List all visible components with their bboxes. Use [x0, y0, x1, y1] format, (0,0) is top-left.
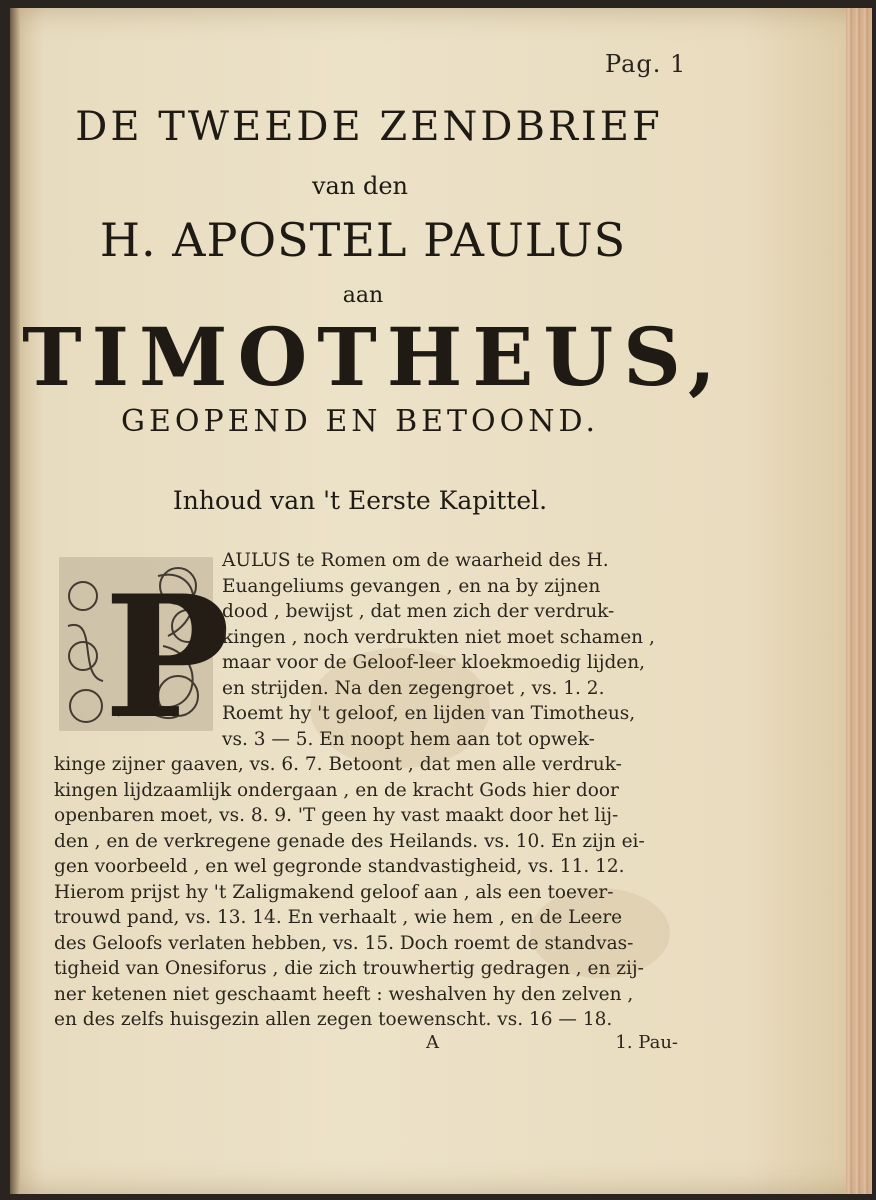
page-number: Pag. 1 [605, 50, 687, 78]
text-line: en des zelfs huisgezin allen zegen toewenscht. vs. 16 — 18. [54, 1009, 613, 1030]
text-line: kingen lijdzaamlijk ondergaan , en de kracht Gods hier door [54, 779, 619, 801]
initial-letter: P [104, 558, 231, 756]
text-line: Hierom prijst hy 't Zaligmakend geloof aan , als een toever- [54, 881, 614, 903]
title-line-1: DE TWEEDE ZENDBRIEF [75, 104, 663, 150]
title-line-5: TIMOTHEUS, [22, 310, 726, 404]
text-line: kingen , noch verdrukten niet moet schamen , [222, 626, 655, 648]
text-line: des Geloofs verlaten hebben, vs. 15. Doch roemt de standvas- [54, 932, 634, 954]
text-line: Euangeliums gevangen , en na by zijnen [222, 575, 601, 597]
chapter-summary [54, 548, 678, 1033]
text-line: kinge zijner gaaven, vs. 6. 7. Betoont , dat men alle verdruk- [54, 754, 622, 775]
text-line: dood , bewijst , dat men zich der verdruk- [222, 601, 615, 622]
section-heading: Inhoud van 't Eerste Kapittel. [172, 486, 548, 515]
text-line: AULUS te Romen om de waarheid des H. [222, 550, 609, 571]
text-line: maar voor de Geloof-leer kloekmoedig lijden, [222, 652, 646, 673]
text-line: ner ketenen niet geschaamt heeft : weshalven hy den zelven , [54, 983, 634, 1005]
page-edge [846, 8, 872, 1194]
catchword: 1. Pau- [615, 1032, 678, 1053]
book-page [10, 8, 872, 1194]
title-line-2: van den [312, 172, 408, 200]
text-line: tigheid van Onesiforus , die zich trouwhertig gedragen , en zij- [54, 958, 644, 979]
text-line: den , en de verkregene genade des Heilands. vs. 10. En zijn ei- [54, 830, 645, 852]
text-line: trouwd pand, vs. 13. 14. En verhaalt , wie hem , en de Leere [54, 907, 623, 928]
title-line-6: GEOPEND EN BETOOND. [121, 404, 599, 439]
page-footer [54, 1032, 678, 1058]
text-line: en strijden. Na den zegengroet , vs. 1. 2. [222, 677, 605, 699]
title-line-4: aan [342, 283, 384, 308]
title-line-3: H. APOSTEL PAULUS [99, 213, 627, 267]
text-line: Roemt hy 't geloof, en lijden van Timotheus, [222, 703, 636, 724]
text-line: gen voorbeeld , en wel gegronde standvastigheid, vs. 11. 12. [54, 856, 625, 877]
text-line: vs. 3 — 5. En noopt hem aan tot opwek- [222, 728, 595, 750]
text-line: openbaren moet, vs. 8. 9. 'T geen hy vast maakt door het lij- [54, 805, 619, 826]
signature-mark: A [426, 1032, 439, 1053]
